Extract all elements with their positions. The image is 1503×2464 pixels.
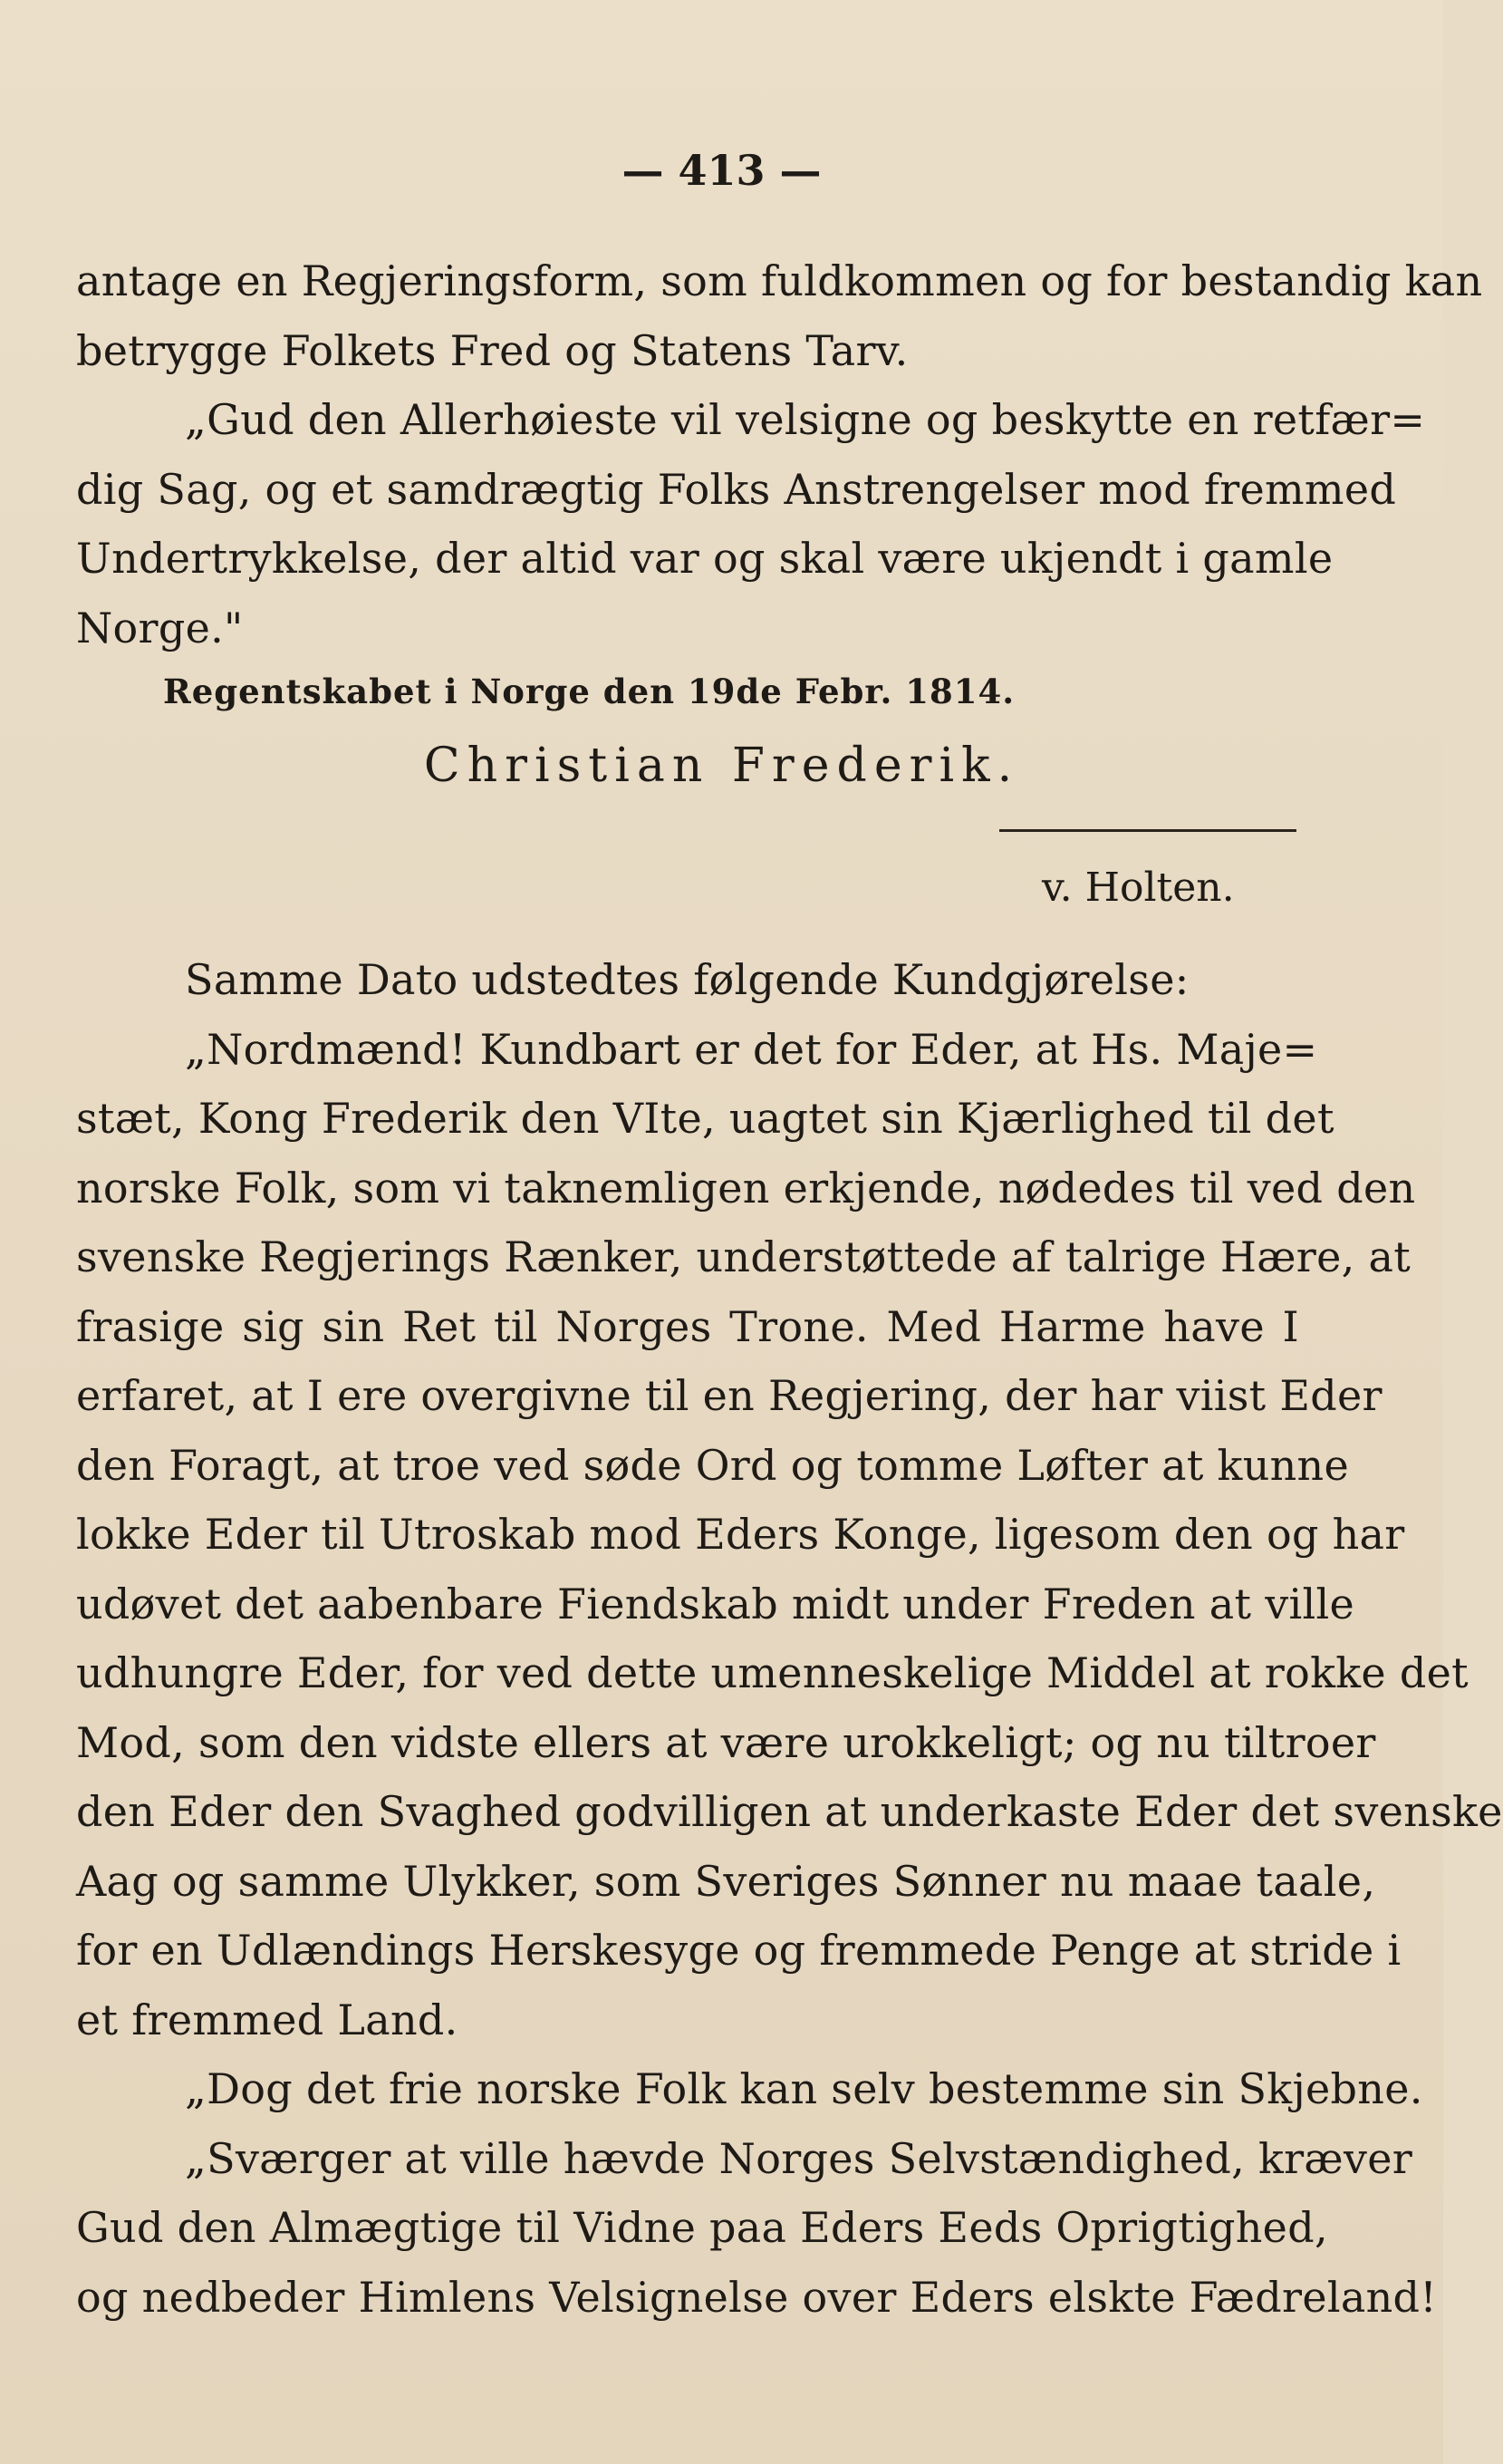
text-line: udhungre Eder, for ved dette umenneskelige Middel at rokke det [76, 1648, 1469, 1697]
text-line: Gud den Almægtige til Vidne paa Eders Eeds Oprigtighed, [76, 2203, 1328, 2252]
text-line: et fremmed Land. [76, 1995, 458, 2044]
opening-text [76, 246, 1483, 662]
text-line: „Dog det frie norske Folk kan selv bestemme sin Skjebne. [185, 2064, 1423, 2113]
text-line: frasige sig sin Ret til Norges Trone. Med Harme have I [76, 1301, 1299, 1351]
text-line: og nedbeder Himlens Velsignelse over Eders elskte Fædreland! [76, 2272, 1438, 2322]
text-line: stæt, Kong Frederik den VIte, uagtet sin Kjærlighed til det [76, 1094, 1334, 1143]
text-line: svenske Regjerings Rænker, understøttede af talrige Hære, at [76, 1232, 1411, 1281]
text-line: Undertrykkelse, der altid var og skal være ukjendt i gamle [76, 534, 1334, 583]
text-line: „Sværger at ville hævde Norges Selvstændighed, kræver [185, 2133, 1413, 2183]
text-line: lokke Eder til Utroskab mod Eders Konge, ligesom den og har [76, 1510, 1405, 1559]
text-line: den Eder den Svaghed godvilligen at underkaste Eder det svenske [76, 1787, 1503, 1836]
text-line: „Gud den Allerhøieste vil velsigne og beskytte en retfær= [185, 395, 1426, 444]
page-number: — 413 — [621, 146, 822, 195]
text-line: „Nordmænd! Kundbart er det for Eder, at Hs. Maje= [185, 1024, 1318, 1074]
text-line: den Foragt, at troe ved søde Ord og tomme Løfter at kunne [76, 1440, 1350, 1490]
text-line: dig Sag, og et samdrægtig Folks Anstrengelser mod fremmed [76, 464, 1397, 514]
text-line: Aag og samme Ulykker, som Sveriges Sønner nu maae taale, [76, 1856, 1376, 1906]
text-line: Mod, som den vidste ellers at være urokkeligt; og nu tiltroer [76, 1717, 1376, 1767]
text-line: udøvet det aabenbare Fiendskab midt under Freden at ville [76, 1579, 1355, 1628]
countersignature: v. Holten. [1042, 865, 1235, 911]
text-line: antage en Regjeringsform, som fuldkommen og for bestandig kan [76, 256, 1483, 305]
dateline: Regentskabet i Norge den 19de Febr. 1814. [163, 672, 1016, 711]
text-line: erfaret, at I ere overgivne til en Regjering, der har viist Eder [76, 1371, 1383, 1420]
text-line: norske Folk, som vi taknemligen erkjende, nødedes til ved den [76, 1163, 1416, 1213]
text-line: Norge." [76, 603, 244, 652]
text-line: betrygge Folkets Fred og Statens Tarv. [76, 325, 909, 375]
signature: Christian Frederik. [423, 739, 1020, 793]
text-line: for en Udlændings Herskesyge og fremmede Penge at stride i [76, 1926, 1402, 1975]
text-line: Samme Dato udstedtes følgende Kundgjørelse: [185, 955, 1190, 1004]
signature-rule [999, 829, 1296, 832]
proclamation-text [76, 945, 1503, 2332]
